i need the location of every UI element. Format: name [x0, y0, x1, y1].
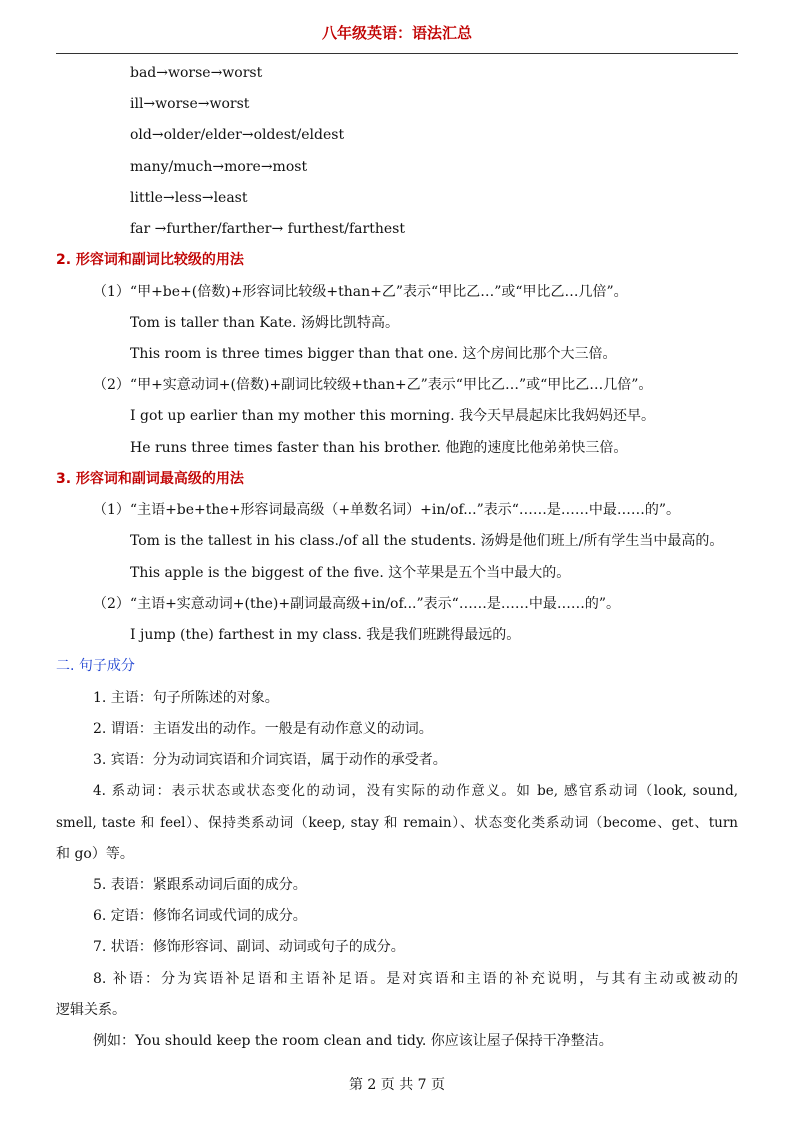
- irregular-form-old: old→older/elder→oldest/eldest: [130, 127, 345, 143]
- sentence-part-attribute: 6. 定语：修饰名词或代词的成分。: [93, 908, 307, 924]
- irregular-form-bad: bad→worse→worst: [130, 65, 263, 81]
- header-divider: [56, 53, 738, 54]
- sentence-part-adverbial: 7. 状语：修饰形容词、副词、动词或句子的成分。: [93, 939, 405, 955]
- superlative-example-1b: This apple is the biggest of the five. 这个苹果是五个当中最大的。: [130, 565, 571, 581]
- sentence-part-linking-verb-line-2: smell, taste 和 feel）、保持类系动词（keep, stay 和 remain）、状态变化类系动词（become、get、turn: [56, 815, 738, 831]
- irregular-form-ill: ill→worse→worst: [130, 96, 250, 112]
- sentence-part-complement-line-2: 逻辑关系。: [56, 1002, 126, 1018]
- superlative-example-1a: Tom is the tallest in his class./of all the students. 汤姆是他们班上/所有学生当中最高的。: [130, 533, 724, 549]
- section-heading-sentence-parts: 二. 句子成分: [56, 658, 135, 674]
- sentence-part-predicate: 2. 谓语：主语发出的动作。一般是有动作意义的动词。: [93, 721, 433, 737]
- irregular-form-little: little→less→least: [130, 190, 248, 206]
- section-heading-comparative: 2. 形容词和副词比较级的用法: [56, 252, 244, 268]
- complement-example: 例如：You should keep the room clean and tidy. 你应该让屋子保持干净整洁。: [93, 1033, 613, 1049]
- sentence-part-linking-verb-line-1: 4. 系动词：表示状态或状态变化的动词，没有实际的动作意义。如 be, 感官系动词（look, sound,: [93, 783, 738, 799]
- comparative-rule-1: （1）“甲+be+(倍数)+形容词比较级+than+乙”表示“甲比乙…”或“甲比乙…几倍”。: [93, 284, 628, 300]
- comparative-example-1b: This room is three times bigger than that one. 这个房间比那个大三倍。: [130, 346, 617, 362]
- page-header-title: 八年级英语：语法汇总: [321, 24, 472, 42]
- sentence-part-complement-line-1: 8. 补语：分为宾语补足语和主语补足语。是对宾语和主语的补充说明，与其有主动或被动的: [93, 971, 738, 987]
- comparative-example-1a: Tom is taller than Kate. 汤姆比凯特高。: [130, 315, 399, 331]
- comparative-rule-2: （2）“甲+实意动词+(倍数)+副词比较级+than+乙”表示“甲比乙…”或“甲比乙…几倍”。: [93, 377, 653, 393]
- comparative-example-2b: He runs three times faster than his brother. 他跑的速度比他弟弟快三倍。: [130, 440, 628, 456]
- sentence-part-predicative: 5. 表语：紧跟系动词后面的成分。: [93, 877, 307, 893]
- superlative-rule-2: （2）“主语+实意动词+(the)+副词最高级+in/of...”表示“……是……中最……的”。: [93, 596, 620, 612]
- irregular-form-many: many/much→more→most: [130, 159, 308, 175]
- sentence-part-subject: 1. 主语：句子所陈述的对象。: [93, 690, 279, 706]
- sentence-part-linking-verb-line-3: 和 go）等。: [56, 846, 134, 862]
- superlative-rule-1: （1）“主语+be+the+形容词最高级（+单数名词）+in/of...”表示“……是……中最……的”。: [93, 502, 681, 518]
- page-number-footer: 第 2 页 共 7 页: [348, 1077, 446, 1093]
- irregular-form-far: far →further/farther→ furthest/farthest: [130, 221, 405, 237]
- sentence-part-object: 3. 宾语：分为动词宾语和介词宾语，属于动作的承受者。: [93, 752, 447, 768]
- superlative-example-2a: I jump (the) farthest in my class. 我是我们班跳得最远的。: [130, 627, 521, 643]
- section-heading-superlative: 3. 形容词和副词最高级的用法: [56, 471, 244, 487]
- comparative-example-2a: I got up earlier than my mother this morning. 我今天早晨起床比我妈妈还早。: [130, 408, 655, 424]
